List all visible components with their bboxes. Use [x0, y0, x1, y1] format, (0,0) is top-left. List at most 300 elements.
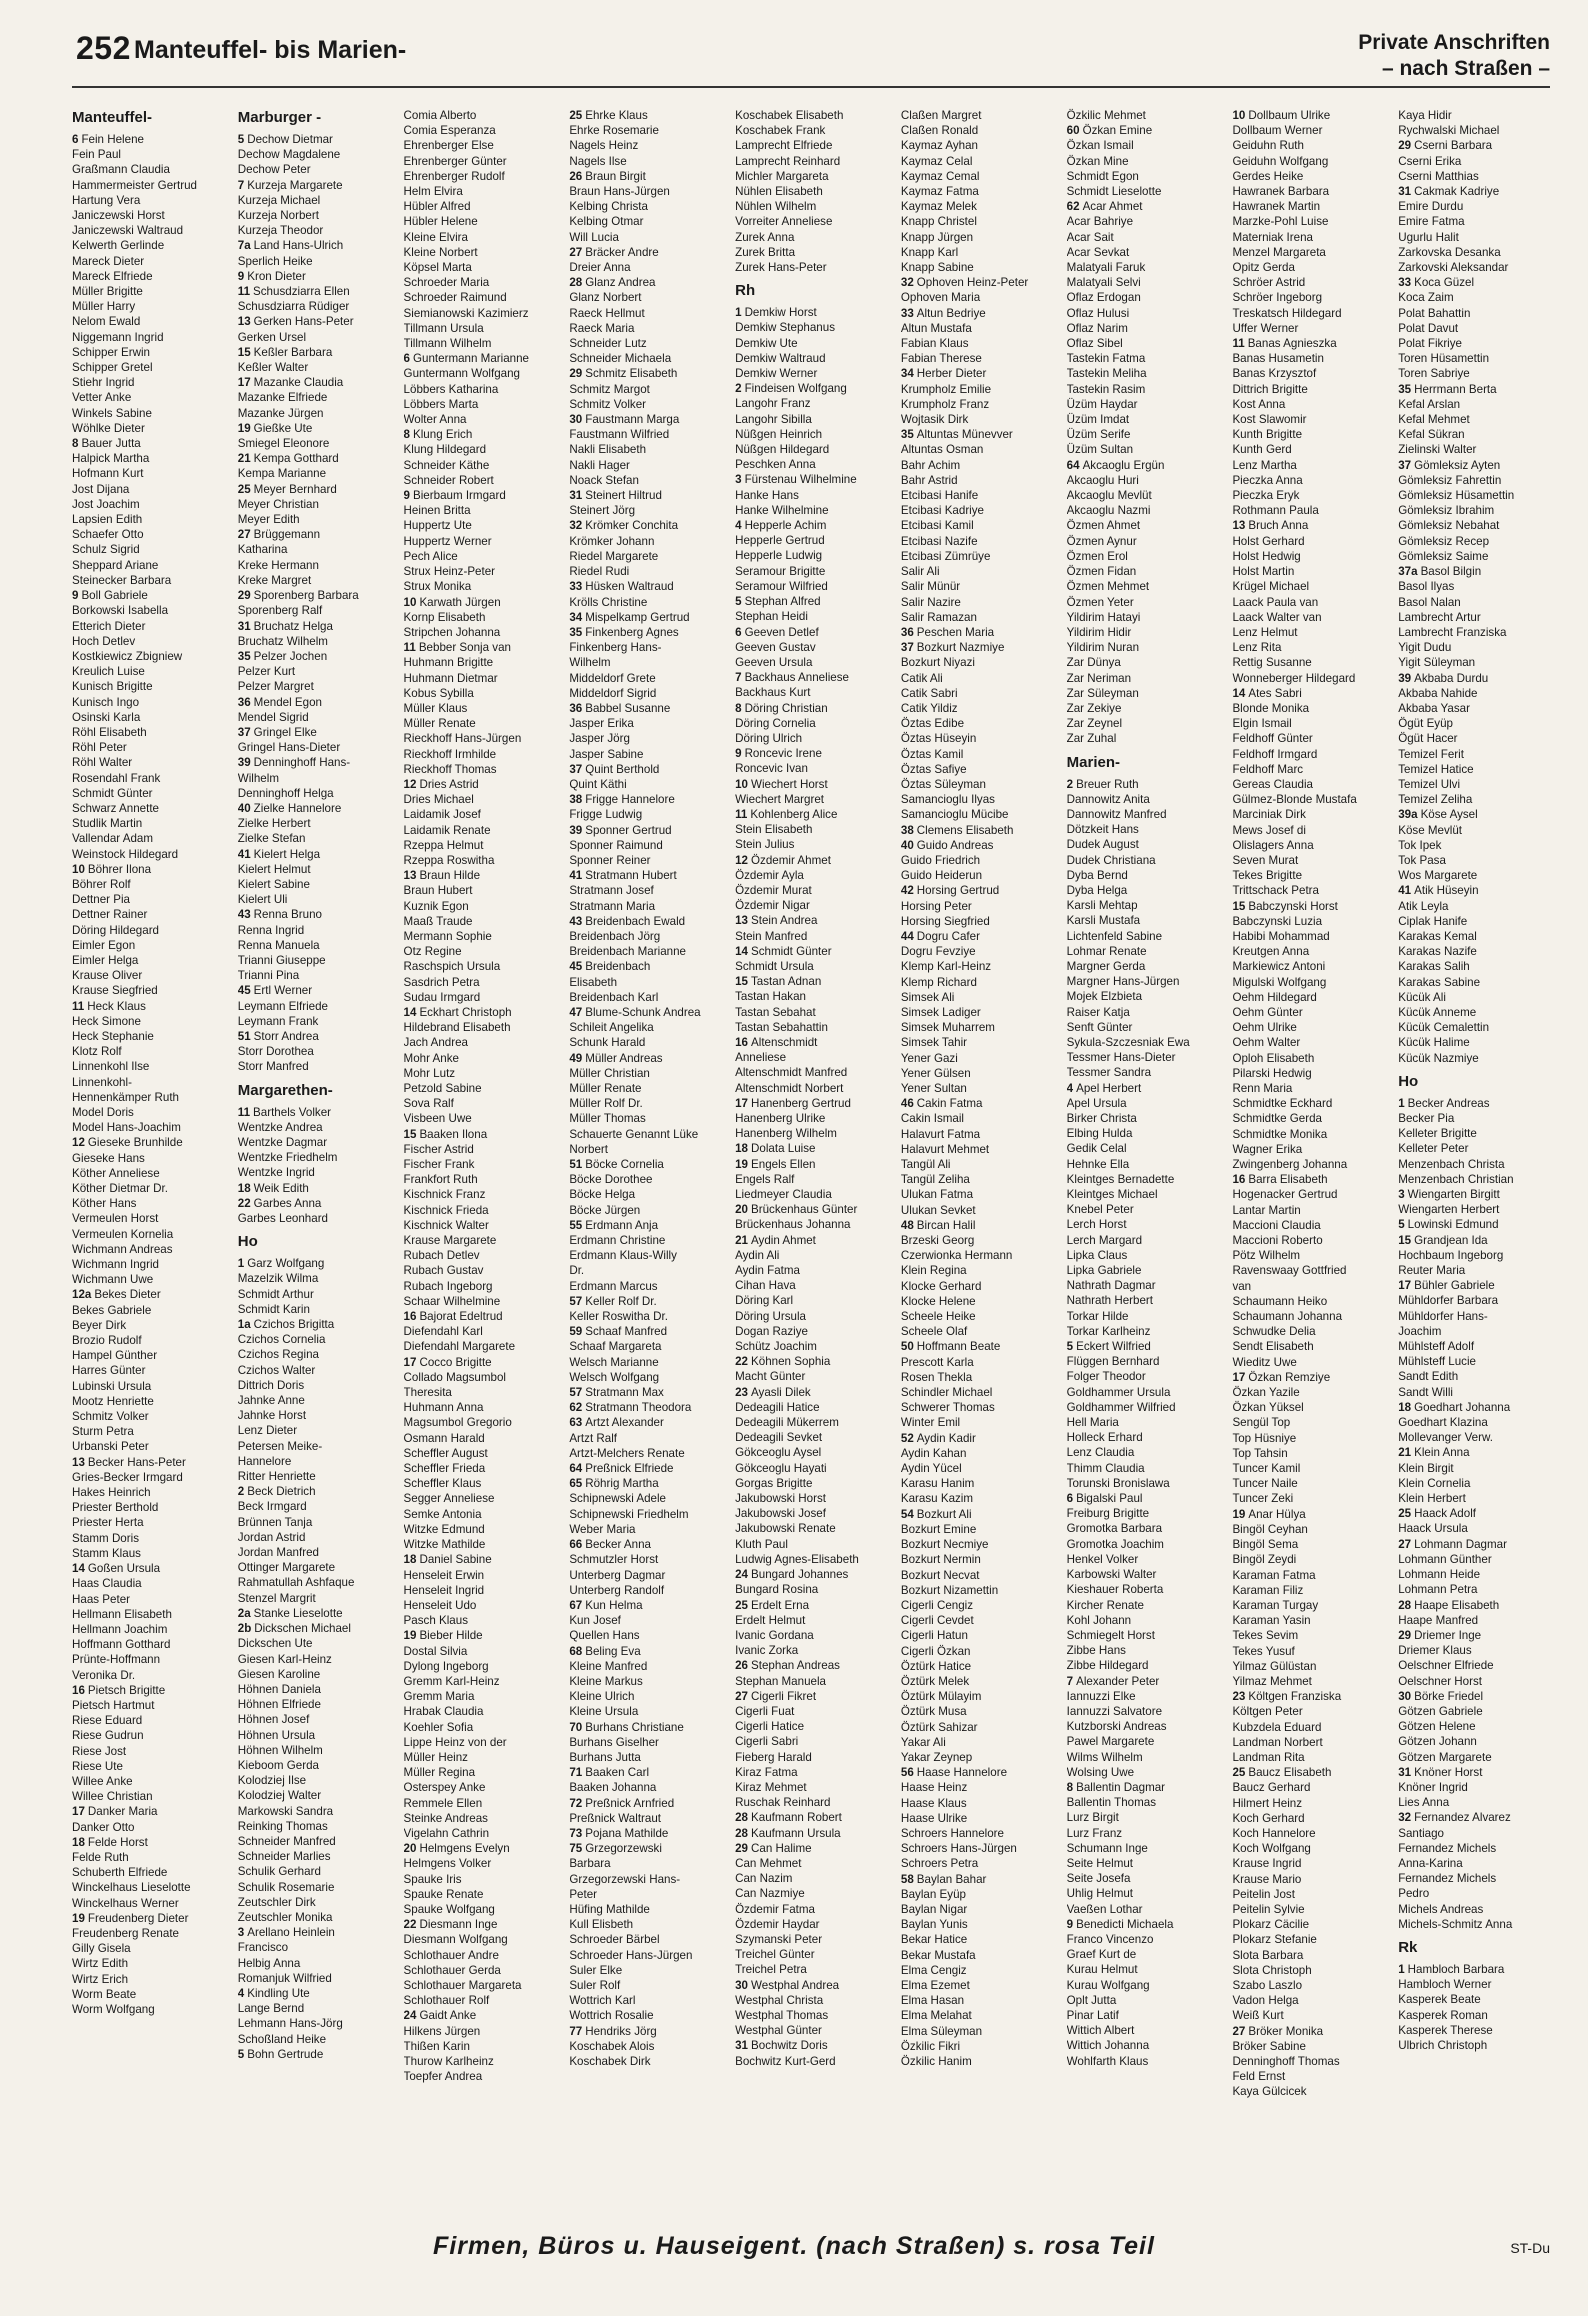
resident-name: Lambrecht Artur — [1398, 610, 1481, 624]
resident-name: Polat Fikriye — [1398, 337, 1463, 351]
directory-entry — [901, 1461, 1053, 1476]
directory-entry — [72, 1835, 224, 1850]
directory-entry — [1232, 1263, 1384, 1278]
resident-name: Brzeski Georg — [900, 1234, 975, 1248]
directory-entry — [238, 1743, 390, 1758]
directory-entry — [1398, 1476, 1550, 1491]
resident-name: Frankfort Ruth — [403, 1173, 478, 1187]
directory-entry — [901, 868, 1053, 883]
resident-name: Pilarski Hedwig — [1232, 1066, 1312, 1080]
directory-entry — [238, 588, 390, 603]
directory-entry — [1232, 1568, 1384, 1583]
resident-name: Döring Hildegard — [72, 923, 159, 937]
directory-entry — [1232, 123, 1384, 138]
resident-name: Artzt Ralf — [569, 1431, 617, 1445]
directory-entry — [735, 1126, 887, 1141]
resident-name: Köther Hans — [72, 1197, 137, 1211]
resident-name: Pelzer Margret — [237, 680, 314, 694]
resident-name: Czichos Regina — [237, 1348, 319, 1362]
resident-name: Prünte-Hoffmann — [72, 1653, 161, 1667]
resident-name: Petzold Sabine — [403, 1082, 482, 1095]
resident-name: Braun Hans-Jürgen — [569, 185, 670, 199]
resident-name: Akbaba Yasar — [1398, 701, 1470, 715]
directory-entry — [901, 306, 1053, 321]
house-number: 62 — [569, 1401, 583, 1415]
resident-name: Faustmann Wilfried — [569, 428, 670, 442]
resident-name: Burhans Christiane — [585, 1720, 684, 1734]
directory-entry — [238, 831, 390, 846]
directory-entry — [1398, 929, 1550, 944]
directory-entry — [901, 1735, 1053, 1750]
directory-entry — [1398, 336, 1550, 351]
resident-name: Gökceoglu Hayati — [735, 1461, 827, 1475]
resident-name: Stiehr Ingrid — [72, 376, 135, 390]
directory-entry — [1067, 366, 1219, 381]
directory-entry — [569, 138, 721, 153]
directory-entry — [404, 2039, 556, 2054]
house-number: 58 — [900, 1872, 914, 1886]
resident-name: Hanenberg Wilhelm — [735, 1127, 837, 1141]
resident-name: Finkenberg Agnes — [585, 625, 679, 639]
resident-name: Ates Sabri — [1248, 686, 1302, 700]
directory-entry — [569, 1507, 721, 1522]
resident-name: Wilhelm — [569, 656, 611, 670]
resident-name: Winckelhaus Lieselotte — [72, 1881, 191, 1895]
directory-entry — [901, 1491, 1053, 1506]
directory-entry — [238, 558, 390, 573]
directory-entry — [1232, 1720, 1384, 1735]
directory-entry — [569, 1081, 721, 1096]
resident-name: Dolata Luise — [751, 1142, 816, 1156]
resident-name: Michler Margareta — [735, 169, 829, 183]
resident-name: Ivanic Gordana — [735, 1628, 814, 1642]
resident-name: Gringel Elke — [253, 725, 317, 739]
directory-entry — [1067, 1430, 1219, 1445]
resident-name: Weber Maria — [569, 1522, 636, 1536]
resident-name: Kuznik Egon — [403, 899, 469, 913]
directory-entry — [1398, 442, 1550, 457]
directory-entry — [72, 254, 224, 269]
resident-name: Beck Irmgard — [237, 1500, 307, 1514]
resident-name: Gremm Maria — [403, 1690, 475, 1704]
resident-name: Halpick Martha — [72, 452, 150, 466]
directory-entry — [404, 1385, 556, 1400]
house-number: 25 — [1398, 1507, 1412, 1521]
directory-entry — [404, 975, 556, 990]
directory-entry — [1232, 1233, 1384, 1248]
resident-name: Altenschmidt Manfred — [735, 1066, 848, 1080]
directory-entry — [238, 1880, 390, 1895]
directory-entry — [72, 451, 224, 466]
resident-name: Mojek Elzbieta — [1066, 990, 1143, 1004]
resident-name: Top Hüsniye — [1232, 1431, 1297, 1445]
house-number: 39 — [569, 823, 583, 837]
resident-name: Laidamik Josef — [403, 808, 481, 822]
resident-name: Kunth Brigitte — [1232, 428, 1303, 442]
directory-entry — [1067, 929, 1219, 944]
directory-entry — [1398, 1141, 1550, 1156]
house-number: 8 — [72, 437, 79, 451]
directory-entry — [72, 679, 224, 694]
directory-entry — [569, 1522, 721, 1537]
house-number: 27 — [735, 1689, 749, 1703]
resident-name: Özkan Mine — [1066, 154, 1129, 168]
directory-entry — [238, 1758, 390, 1773]
directory-entry — [1398, 1598, 1550, 1613]
directory-entry — [735, 989, 887, 1004]
directory-entry — [1398, 701, 1550, 716]
resident-name: Karakas Sabine — [1398, 975, 1481, 989]
resident-name: Veronika Dr. — [72, 1668, 136, 1682]
directory-entry — [735, 974, 887, 989]
resident-name: Horsing Siegfried — [900, 914, 990, 928]
resident-name: Kielert Sabine — [237, 877, 310, 891]
resident-name: Kischnick Walter — [403, 1218, 489, 1232]
resident-name: Tok Pasa — [1398, 853, 1446, 867]
directory-entry — [901, 1096, 1053, 1111]
directory-entry — [72, 421, 224, 436]
directory-entry — [735, 731, 887, 746]
resident-name: Stamm Doris — [72, 1531, 139, 1545]
directory-entry — [72, 1424, 224, 1439]
directory-entry — [72, 1211, 224, 1226]
house-number: 65 — [569, 1477, 583, 1491]
resident-name: Scheffler August — [403, 1446, 488, 1460]
resident-name: Kleine Ursula — [569, 1705, 639, 1719]
resident-name: Müller Heinz — [403, 1750, 468, 1764]
house-number: 3 — [735, 473, 742, 487]
directory-entry — [72, 1911, 224, 1926]
resident-name: Schauerte Genannt Lüke — [569, 1127, 699, 1141]
directory-entry — [735, 1491, 887, 1506]
resident-name: Yigit Süleyman — [1398, 656, 1476, 670]
resident-name: Geeven Gustav — [735, 640, 816, 654]
directory-entry — [569, 1720, 721, 1735]
resident-name: Breidenbach — [585, 960, 651, 974]
directory-entry — [1398, 1385, 1550, 1400]
resident-name: Laidamik Renate — [403, 823, 491, 837]
directory-entry — [1232, 1917, 1384, 1932]
directory-column — [404, 108, 556, 2194]
directory-entry — [72, 527, 224, 542]
house-number: 64 — [1066, 458, 1080, 472]
directory-entry — [901, 108, 1053, 123]
directory-entry — [72, 345, 224, 360]
directory-entry — [901, 123, 1053, 138]
resident-name: Özdemir Ahmet — [751, 853, 831, 867]
resident-name: Fürstenau Wilhelmine — [744, 473, 857, 487]
directory-entry — [1232, 518, 1384, 533]
resident-name: Dreier Anna — [569, 261, 631, 275]
resident-name: Marciniak Dirk — [1232, 808, 1306, 822]
directory-entry — [901, 1248, 1053, 1263]
directory-entry — [1232, 306, 1384, 321]
resident-name: Witzke Edmund — [403, 1522, 485, 1536]
resident-name: Will Lucia — [569, 230, 619, 244]
directory-entry — [569, 1917, 721, 1932]
house-number: 24 — [735, 1568, 749, 1582]
directory-entry — [404, 1659, 556, 1674]
directory-entry — [569, 1856, 721, 1871]
directory-entry — [404, 823, 556, 838]
resident-name: Cocco Brigitte — [419, 1355, 492, 1369]
directory-entry — [569, 245, 721, 260]
directory-entry — [1232, 1735, 1384, 1750]
directory-entry — [1232, 321, 1384, 336]
resident-name: Breidenbach Jörg — [569, 929, 661, 943]
directory-entry — [238, 2001, 390, 2016]
directory-entry — [404, 579, 556, 594]
resident-name: Diesmann Inge — [419, 1918, 498, 1932]
house-number: 21 — [1398, 1446, 1412, 1460]
resident-name: Baucz Elisabeth — [1248, 1766, 1332, 1780]
resident-name: Wittich Johanna — [1066, 2039, 1150, 2053]
resident-name: Cigerli Özkan — [900, 1644, 971, 1658]
directory-entry — [901, 1917, 1053, 1932]
directory-entry — [404, 899, 556, 914]
resident-name: Pietsch Hartmut — [72, 1698, 155, 1712]
directory-entry — [735, 1734, 887, 1749]
resident-name: Storr Andrea — [253, 1029, 319, 1043]
directory-entry — [569, 1096, 721, 1111]
resident-name: Gömleksiz Hüsamettin — [1398, 489, 1515, 503]
resident-name: Schmutzler Horst — [569, 1553, 659, 1567]
directory-entry — [569, 1735, 721, 1750]
resident-name: Dollbaum Werner — [1232, 124, 1323, 138]
resident-name: Schroers Hans-Jürgen — [900, 1842, 1017, 1856]
resident-name: Oehm Hildegard — [1232, 990, 1317, 1004]
resident-name: Blonde Monika — [1232, 701, 1310, 715]
directory-entry — [1398, 1233, 1550, 1248]
resident-name: Flüggen Bernhard — [1066, 1355, 1160, 1369]
house-number: 35 — [237, 649, 251, 663]
house-number: 19 — [1232, 1507, 1246, 1521]
house-number: 6 — [1066, 1492, 1074, 1506]
resident-name: Acar Sait — [1066, 230, 1114, 244]
directory-entry — [1398, 1856, 1550, 1871]
resident-name: Mazelzik Wilma — [237, 1272, 319, 1286]
directory-column — [72, 108, 224, 2194]
house-number: 28 — [1398, 1598, 1412, 1612]
resident-name: Klein Anna — [1414, 1446, 1470, 1460]
directory-column — [1398, 108, 1550, 2194]
resident-name: Schuberth Elfriede — [72, 1866, 168, 1880]
directory-entry — [569, 1461, 721, 1476]
directory-entry — [569, 123, 721, 138]
house-number: 18 — [1398, 1400, 1412, 1414]
directory-entry — [1067, 442, 1219, 457]
directory-entry — [1398, 1263, 1550, 1278]
resident-name: Szymanski Peter — [735, 1932, 823, 1946]
directory-entry — [1398, 1111, 1550, 1126]
directory-entry — [735, 1658, 887, 1673]
directory-entry — [569, 1796, 721, 1811]
resident-name: Wieditz Uwe — [1232, 1355, 1297, 1369]
directory-entry — [404, 564, 556, 579]
directory-entry — [901, 503, 1053, 518]
directory-entry — [735, 1050, 887, 1065]
directory-entry — [735, 1400, 887, 1415]
resident-name: Bozkurt Nizamettin — [900, 1583, 999, 1597]
resident-name: Özmen Mehmet — [1066, 580, 1150, 594]
directory-entry — [1067, 1005, 1219, 1020]
house-number: 11 — [1232, 337, 1245, 351]
directory-entry — [901, 1233, 1053, 1248]
resident-name: Markiewicz Antoni — [1232, 960, 1326, 974]
house-number: 33 — [569, 580, 583, 594]
directory-entry — [901, 1476, 1053, 1491]
resident-name: Krügel Michael — [1232, 580, 1310, 594]
directory-entry — [72, 1105, 224, 1120]
directory-entry — [569, 1689, 721, 1704]
resident-name: Schroeder Maria — [403, 276, 490, 290]
directory-entry — [569, 412, 721, 427]
directory-entry — [901, 853, 1053, 868]
directory-entry — [1232, 2084, 1384, 2099]
resident-name: Denninghoff Thomas — [1232, 2055, 1340, 2068]
resident-name: Mareck Dieter — [72, 254, 145, 268]
resident-name: Breuer Ruth — [1076, 777, 1139, 791]
resident-name: Lipka Gabriele — [1066, 1264, 1142, 1278]
directory-entry — [901, 1963, 1053, 1978]
resident-name: van — [1232, 1279, 1252, 1293]
directory-entry — [72, 406, 224, 421]
resident-name: Fein Helene — [81, 133, 144, 146]
resident-name: Scheele Heike — [900, 1310, 976, 1324]
directory-entry — [1067, 1035, 1219, 1050]
resident-name: Köse Mevlüt — [1398, 823, 1463, 837]
directory-entry — [901, 1796, 1053, 1811]
resident-name: Gromotka Joachim — [1066, 1537, 1164, 1551]
directory-entry — [72, 1759, 224, 1774]
directory-entry — [1232, 883, 1384, 898]
resident-name: Stein Andrea — [751, 914, 818, 928]
directory-entry — [238, 755, 390, 770]
directory-entry — [1067, 245, 1219, 260]
house-number: 17 — [237, 376, 251, 390]
resident-name: Peitelin Jost — [1232, 1887, 1295, 1901]
resident-name: Roncevic Irene — [744, 747, 822, 761]
directory-entry — [901, 1431, 1053, 1446]
directory-entry — [1398, 230, 1550, 245]
resident-name: Rieckhoff Irmhilde — [403, 747, 497, 761]
resident-name: Urbanski Peter — [72, 1440, 149, 1454]
directory-entry — [238, 1196, 390, 1211]
resident-name: Akcaoglu Ergün — [1082, 458, 1165, 472]
directory-entry — [1067, 199, 1219, 214]
directory-entry — [1232, 1948, 1384, 1963]
directory-entry — [72, 330, 224, 345]
directory-entry — [735, 351, 887, 366]
directory-entry — [1232, 990, 1384, 1005]
directory-entry — [72, 619, 224, 634]
directory-entry — [72, 1029, 224, 1044]
resident-name: Akbaba Durdu — [1414, 671, 1489, 685]
directory-entry — [1067, 1339, 1219, 1354]
resident-name: Rubach Ingeborg — [403, 1279, 493, 1293]
resident-name: Karsli Mustafa — [1066, 914, 1141, 928]
resident-name: Müller Renate — [403, 717, 476, 731]
directory-entry — [404, 1309, 556, 1324]
house-number: 45 — [237, 984, 251, 998]
house-number: 1 — [1398, 1962, 1405, 1976]
resident-name: Hilkens Jürgen — [403, 2024, 481, 2038]
resident-name: Iannuzzi Salvatore — [1066, 1704, 1163, 1718]
resident-name: Götzen Helene — [1398, 1720, 1476, 1734]
resident-name: Storr Dorothea — [237, 1045, 314, 1059]
directory-entry — [569, 442, 721, 457]
resident-name: Bungard Rosina — [735, 1583, 819, 1597]
house-number: 10 — [403, 595, 417, 609]
resident-name: Höhnen Ursula — [237, 1728, 316, 1742]
resident-name: Preßnick Elfriede — [585, 1462, 674, 1476]
directory-entry — [1067, 214, 1219, 229]
directory-entry — [1067, 1233, 1219, 1248]
house-number: 67 — [569, 1598, 583, 1612]
directory-entry — [1232, 397, 1384, 412]
directory-entry — [569, 260, 721, 275]
resident-name: Comia Alberto — [403, 109, 477, 122]
directory-entry — [1398, 1902, 1550, 1917]
directory-entry — [901, 823, 1053, 838]
resident-name: Eimler Egon — [72, 938, 136, 952]
house-number: 11 — [237, 285, 251, 299]
resident-name: Rubach Detlev — [403, 1249, 480, 1263]
directory-entry — [1398, 671, 1550, 686]
directory-entry — [404, 336, 556, 351]
resident-name: Margner Hans-Jürgen — [1066, 975, 1180, 989]
directory-entry — [735, 199, 887, 214]
resident-name: Finkenberg Hans- — [569, 641, 662, 655]
resident-name: Preßnick Waltraut — [569, 1811, 662, 1825]
house-number: 11 — [237, 1105, 251, 1119]
resident-name: Renna Ingrid — [237, 923, 305, 937]
directory-entry — [1232, 1248, 1384, 1263]
directory-entry — [735, 716, 887, 731]
directory-entry — [735, 1993, 887, 2008]
house-number: 11 — [735, 807, 748, 821]
resident-name: Halavurt Mehmet — [900, 1142, 990, 1156]
directory-entry — [1067, 1309, 1219, 1324]
directory-entry — [1232, 1826, 1384, 1841]
directory-entry — [569, 1644, 721, 1659]
house-number: 23 — [1232, 1690, 1246, 1704]
directory-entry — [238, 983, 390, 998]
resident-name: Schneider Marlies — [237, 1850, 331, 1864]
resident-name: Kaufmann Ursula — [751, 1826, 841, 1840]
resident-name: Sperlich Heike — [237, 254, 313, 268]
resident-name: Baucz Gerhard — [1232, 1781, 1311, 1795]
directory-entry — [735, 1765, 887, 1780]
directory-entry — [1232, 671, 1384, 686]
resident-name: Graef Kurt de — [1066, 1948, 1137, 1962]
directory-entry — [1067, 473, 1219, 488]
resident-name: Brozio Rudolf — [72, 1334, 142, 1348]
resident-name: Kutzborski Andreas — [1066, 1720, 1167, 1734]
resident-name: Bekar Mustafa — [900, 1948, 976, 1962]
house-number: 7 — [735, 671, 742, 685]
resident-name: Marzke-Pohl Luise — [1232, 215, 1329, 229]
directory-entry — [1398, 1491, 1550, 1506]
directory-entry — [72, 1865, 224, 1880]
resident-name: Schulik Rosemarie — [237, 1880, 335, 1894]
resident-name: Özkan Yüksel — [1232, 1401, 1304, 1415]
resident-name: Arellano Heinlein — [247, 1926, 335, 1940]
resident-name: Oflaz Erdogan — [1066, 291, 1141, 305]
house-number: 27 — [237, 528, 251, 542]
resident-name: Kaymaz Fatma — [900, 185, 979, 199]
directory-entry — [1067, 1826, 1219, 1841]
